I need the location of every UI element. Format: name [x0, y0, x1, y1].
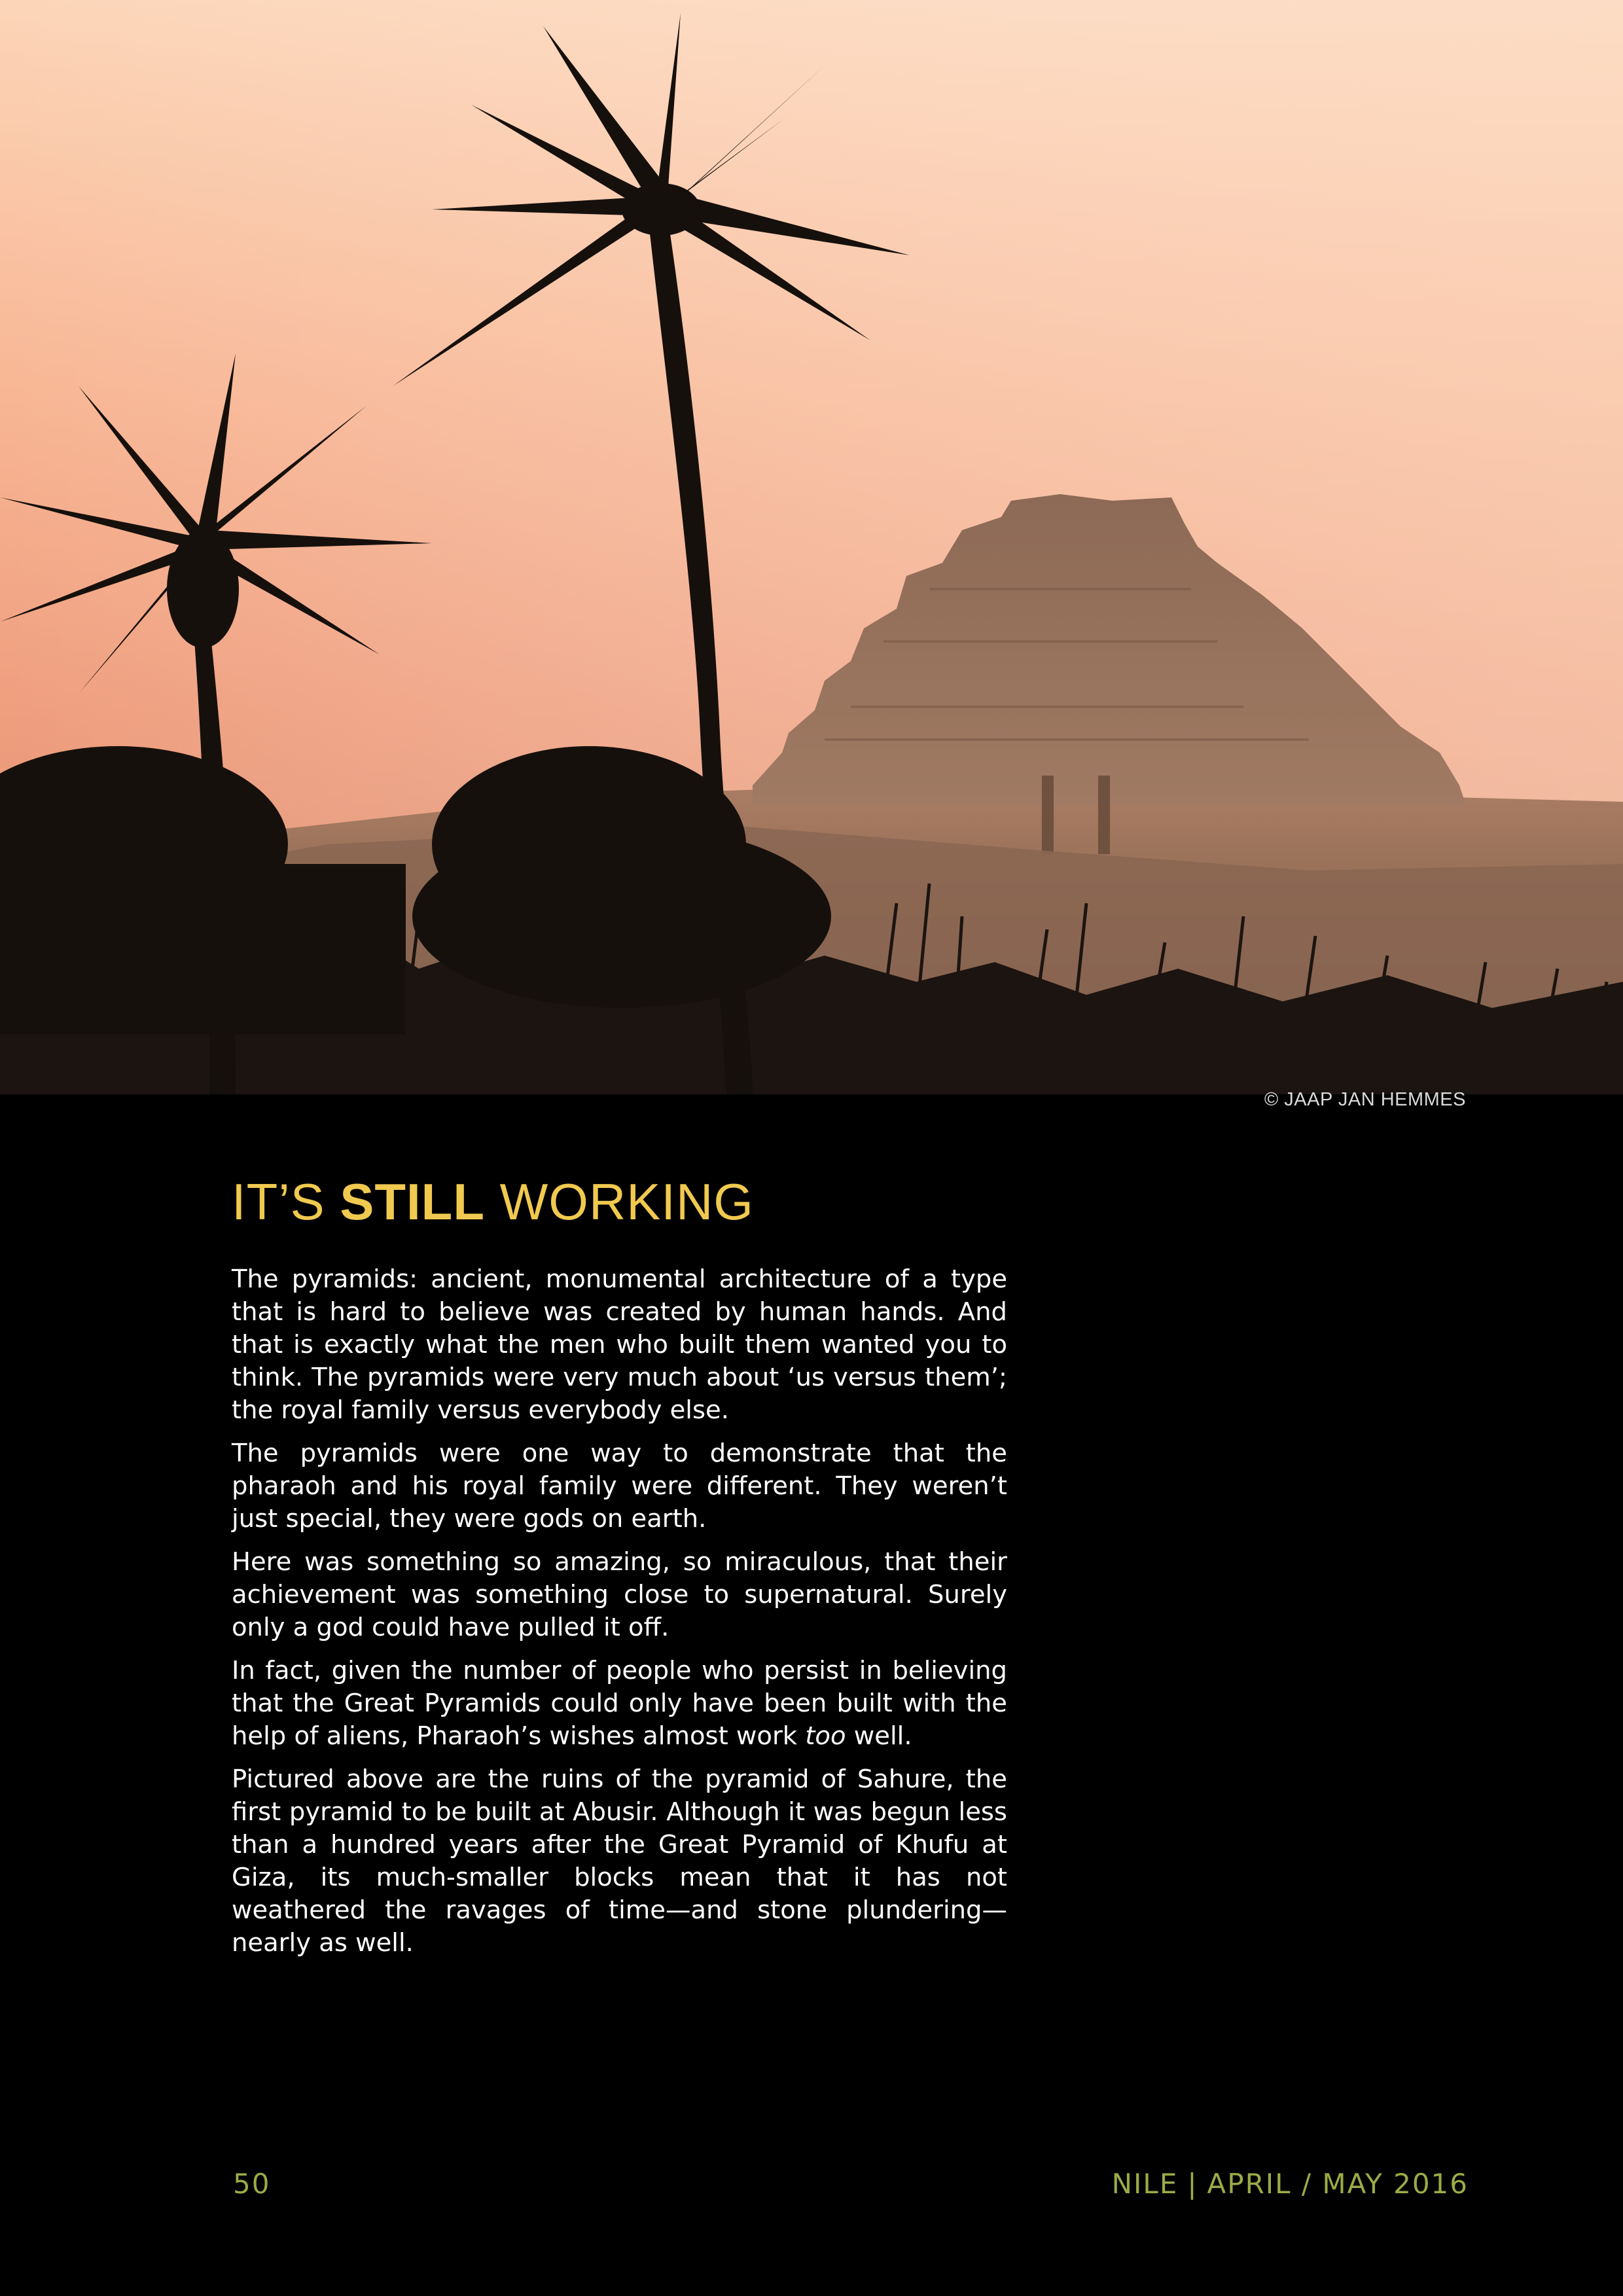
magazine-name: NILE — [1111, 2168, 1179, 2200]
article-title — [232, 1172, 754, 1233]
title-post: WORKING — [484, 1173, 754, 1230]
p4-text-before: In fact, given the number of people who persist in believing that the Great Pyramids could only have been built with the help of aliens, Pharaoh’s wishes almost work — [232, 1656, 1007, 1751]
article-body — [232, 1263, 1007, 1970]
p4-text-after: well. — [846, 1721, 912, 1751]
page-number: 50 — [233, 2168, 271, 2200]
paragraph-2: The pyramids were one way to demonstrate that the pharaoh and his royal family were different. They weren’t just special, they were gods on earth. — [232, 1439, 1007, 1534]
photo-credit: © JAAP JAN HEMMES — [1264, 1089, 1466, 1110]
footer-magazine-issue — [1112, 2168, 1469, 2200]
hero-photo — [0, 0, 1623, 1094]
paragraph-4 — [232, 1655, 1007, 1753]
title-bold: STILL — [340, 1173, 485, 1230]
paragraph-1: The pyramids: ancient, monumental architecture of a type that is hard to believe was created by human hands. And that is exactly what the men who built them wanted you to think. The pyramids were very much about ‘us versus them’; the royal family versus everybody else. — [232, 1265, 1007, 1425]
paragraph-3: Here was something so amazing, so miraculous, that their achievement was something close to supernatural. Surely only a god could have pulled it off. — [232, 1547, 1007, 1642]
paragraph-5: Pictured above are the ruins of the pyramid of Sahure, the first pyramid to be built at Abusir. Although it was begun less than a hundred years after the Great Pyramid of Khufu at Giza, its much-smaller blocks mean that it has not weathered the ravages of time—and stone plundering—nearly as well. — [232, 1765, 1007, 1958]
title-pre: IT’S — [232, 1173, 340, 1230]
p4-italic: too — [805, 1721, 846, 1751]
footer-separator: | — [1187, 2168, 1198, 2200]
issue-date: APRIL / MAY 2016 — [1207, 2168, 1469, 2200]
